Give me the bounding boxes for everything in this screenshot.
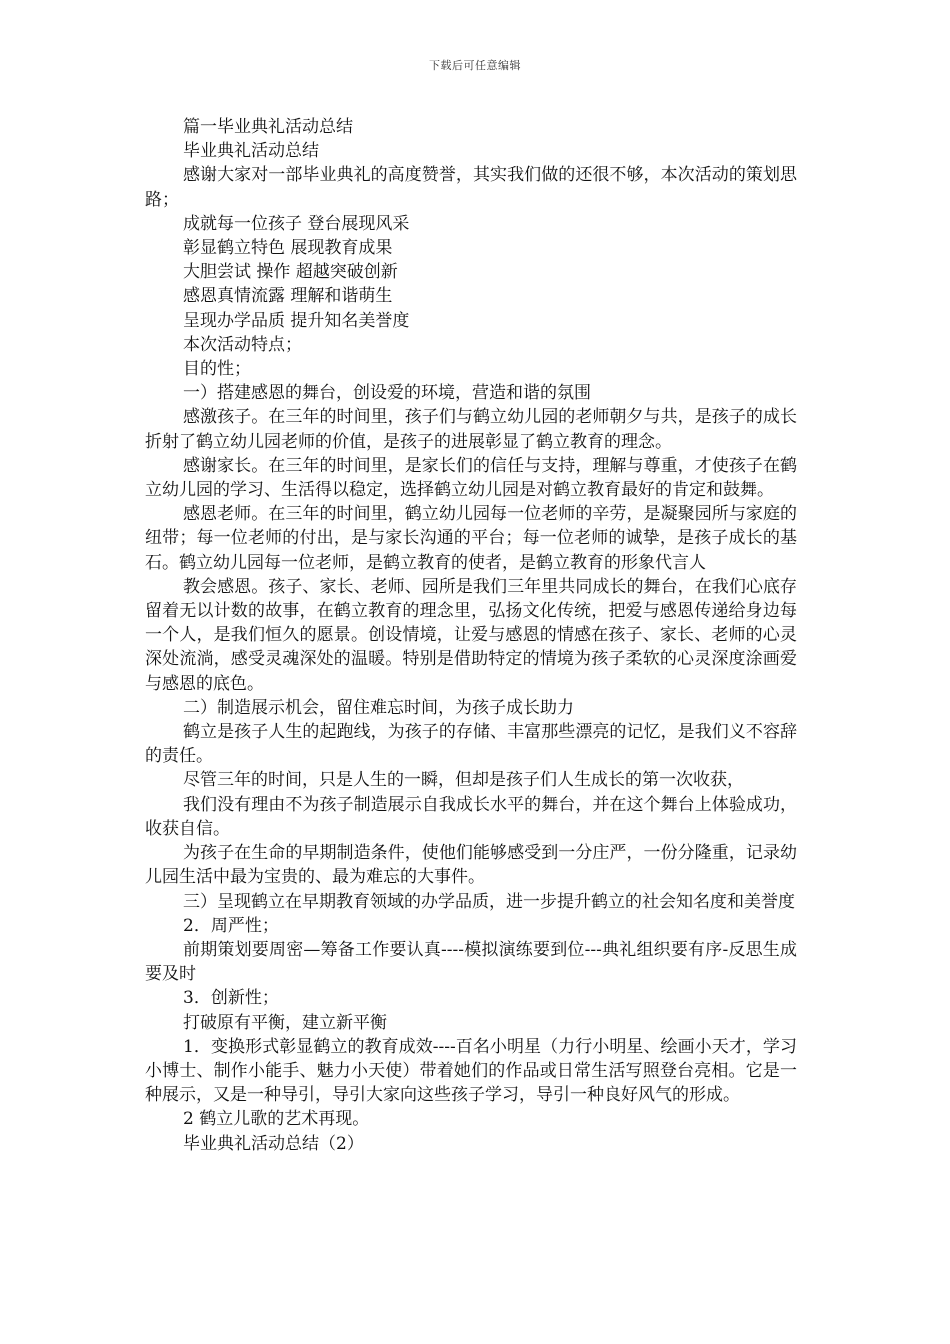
paragraph: 一）搭建感恩的舞台，创设爱的环境，营造和谐的氛围 [183,383,591,404]
paragraph: 打破原有平衡，建立新平衡 [183,1012,387,1033]
paragraph: 成就每一位孩子 登台展现风采 [183,213,410,234]
paragraph: 感谢大家对一部毕业典礼的高度赞誉，其实我们做的还很不够，本次活动的策划思路； [145,165,797,210]
paragraph: 为孩子在生命的早期制造条件，使他们能够感受到一分庄严，一份分隆重，记录幼儿园生活中最为宝贵的、最为难忘的大事件。 [145,843,797,888]
paragraph: 尽管三年的时间，只是人生的一瞬，但却是孩子们人生成长的第一次收获， [183,770,744,791]
paragraph: 1．变换形式彰显鹤立的教育成效----百名小明星（力行小明星、绘画小天才，学习小博士、制作小能手、魅力小天使）带着她们的作品或日常生活写照登台亮相。它是一种展示，又是一种导引，导引大家向这些孩子学习，导引一种良好风气的形成。 [145,1036,797,1106]
paragraph: 呈现办学品质 提升知名美誉度 [183,310,410,331]
paragraph: 大胆尝试 操作 超越突破创新 [183,262,398,283]
paragraph: 目的性； [183,359,251,380]
paragraph: 感谢家长。在三年的时间里，是家长们的信任与支持，理解与尊重，才使孩子在鹤立幼儿园的学习、生活得以稳定，选择鹤立幼儿园是对鹤立教育最好的肯定和鼓舞。 [145,455,797,501]
paragraph: 我们没有理由不为孩子制造展示自我成长水平的舞台，并在这个舞台上体验成功，收获自信。 [145,794,797,839]
paragraph: 感恩老师。在三年的时间里，鹤立幼儿园每一位老师的辛劳，是凝聚园所与家庭的纽带；每一位老师的付出，是与家长沟通的平台；每一位老师的诚挚，是孩子成长的基石。鹤立幼儿园每一位老师，是鹤立教育的使者，是鹤立教育的形象代言人 [145,504,797,573]
paragraph: 3．创新性； [183,988,279,1009]
paragraph: 彰显鹤立特色 展现教育成果 [183,238,393,259]
document-body [145,115,797,1156]
paragraph: 篇一毕业典礼活动总结 [183,117,353,137]
paragraph: 鹤立是孩子人生的起跑线，为孩子的存储、丰富那些漂亮的记忆，是我们义不容辞的责任。 [145,722,797,767]
paragraph: 本次活动特点； [183,334,302,355]
paragraph: 毕业典礼活动总结（2） [183,1133,364,1154]
page-header-note: 下载后可任意编辑 [429,59,521,72]
paragraph: 三）呈现鹤立在早期教育领域的办学品质，进一步提升鹤立的社会知名度和美誉度 [183,891,795,912]
paragraph: 教会感恩。孩子、家长、老师、园所是我们三年里共同成长的舞台，在我们心底存留着无以计数的故事，在鹤立教育的理念里，弘扬文化传统，把爱与感恩传递给身边每一个人，是我们恒久的愿景。创设情境，让爱与感恩的情感在孩子、家长、老师的心灵深处流淌，感受灵魂深处的温暖。特别是借助特定的情境为孩子柔软的心灵深度涂画爱与感恩的底色。 [145,576,797,694]
paragraph: 毕业典礼活动总结 [183,141,319,162]
paragraph: 2．周严性； [183,915,279,936]
paragraph: 感激孩子。在三年的时间里，孩子们与鹤立幼儿园的老师朝夕与共，是孩子的成长折射了鹤立幼儿园老师的价值，是孩子的进展彰显了鹤立教育的理念。 [145,407,797,452]
paragraph: 感恩真情流露 理解和谐萌生 [183,286,393,307]
paragraph: 2 鹤立儿歌的艺术再现。 [183,1109,370,1130]
paragraph: 二）制造展示机会，留住难忘时间，为孩子成长助力 [183,697,574,718]
paragraph: 前期策划要周密—筹备工作要认真----模拟演练要到位---典礼组织要有序-反思生成要及时 [145,939,797,985]
